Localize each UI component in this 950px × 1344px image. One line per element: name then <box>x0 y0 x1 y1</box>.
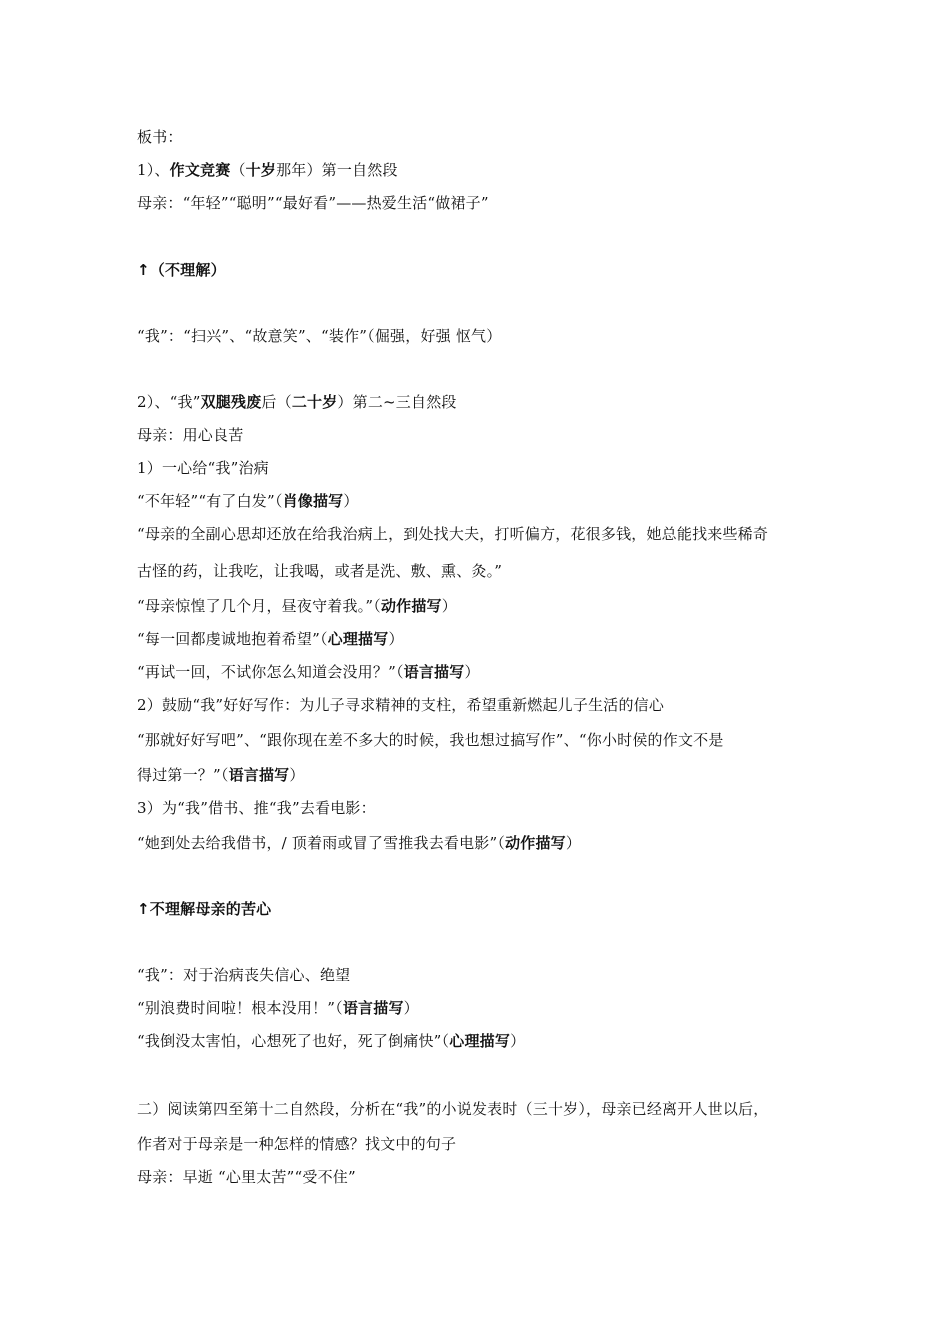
quote-treatment-line-2: 古怪的药，让我吃，让我喝，或者是洗、敷、熏、灸。” <box>137 562 503 580</box>
psych-line-2: “我倒没太害怕，心想死了也好，死了倒痛快”（心理描写） <box>137 1032 526 1050</box>
mother-traits-line: 母亲：“年轻”“聪明”“最好看”——热爱生活“做裙子” <box>137 194 489 212</box>
speech-line-1: “再试一回，不试你怎么知道会没用？”（语言描写） <box>137 663 480 681</box>
mother-early-death-line: 母亲：早逝 “心里太苦”“受不住” <box>137 1168 356 1186</box>
board-heading: 板书： <box>137 128 183 146</box>
misunderstanding-arrow-1: ↑（不理解） <box>137 261 226 279</box>
psych-line-1: “每一回都虔诚地抱着希望”（心理描写） <box>137 630 404 648</box>
point-3-heading: 3）为“我”借书、推“我”去看电影： <box>137 799 376 817</box>
misunderstanding-arrow-2: ↑不理解母亲的苦心 <box>137 900 272 918</box>
section-2-title: 2）、“我”双腿残废后（二十岁）第二~三自然段 <box>137 393 457 411</box>
speech-line-2: “别浪费时间啦！根本没用！”（语言描写） <box>137 999 419 1017</box>
encourage-quote-line-2: 得过第一？”（语言描写） <box>137 766 305 784</box>
action-line-2: “她到处去给我借书，/ 顶着雨或冒了雪推我去看电影”（动作描写） <box>137 834 582 852</box>
section-two-question-line-2: 作者对于母亲是一种怎样的情感？找文中的句子 <box>137 1135 457 1153</box>
section-two-question-line-1: 二）阅读第四至第十二自然段，分析在“我”的小说发表时（三十岁），母亲已经离开人世以后， <box>137 1100 769 1118</box>
point-1-heading: 1）一心给“我”治病 <box>137 459 269 477</box>
section-1-title: 1）、作文竞赛（十岁那年）第一自然段 <box>137 161 398 179</box>
portrait-line: “不年轻”“有了白发”（肖像描写） <box>137 492 359 510</box>
me-reaction-line-1: “我”：“扫兴”、“故意笑”、“装作”（倔强，好强 怄气） <box>137 327 502 345</box>
quote-treatment-line-1: “母亲的全副心思却还放在给我治病上，到处找大夫，打听偏方，花很多钱，她总能找来些稀奇 <box>137 525 769 543</box>
encourage-quote-line-1: “那就好好写吧”、“跟你现在差不多大的时候，我也想过搞写作”、“你小时侯的作文不是 <box>137 731 724 749</box>
point-2-heading: 2）鼓励“我”好好写作：为儿子寻求精神的支柱，希望重新燃起儿子生活的信心 <box>137 696 665 714</box>
me-despair-line: “我”：对于治病丧失信心、绝望 <box>137 966 351 984</box>
mother-intent-line: 母亲：用心良苦 <box>137 426 244 444</box>
action-line-1: “母亲惊惶了几个月，昼夜守着我。”（动作描写） <box>137 597 457 615</box>
